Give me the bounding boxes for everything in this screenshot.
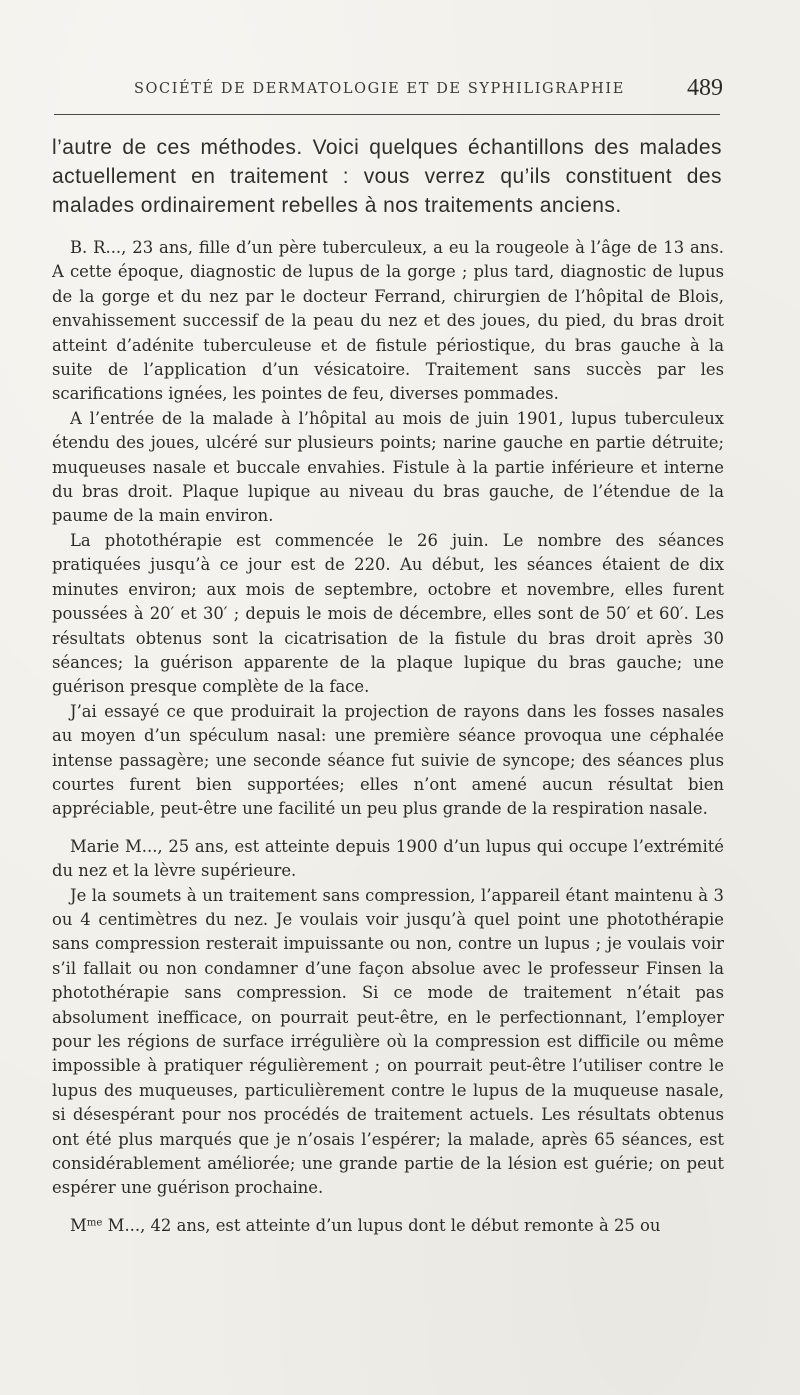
paragraph-case-marie: Marie M..., 25 ans, est atteinte depuis 1900 d’un lupus qui occupe l’extrémité du nez et la lèvre supérieure.	[52, 836, 724, 881]
paragraph-nasal-projection: J’ai essayé ce que produirait la projection de rayons dans les fosses nasales au moyen d’un spéculum nasal: une première séance provoqua une céphalée intense passagère; une seconde séance fut suivie de syncope; des séances plus courtes furent bien supportées; elles n’ont amené aucun résultat bien appréciable, peut-être une facilité un peu plus grande de la respiration nasale.	[52, 701, 724, 819]
intro-paragraph: l’autre de ces méthodes. Voici quelques échantillons des malades actuellement en traitement : vous verrez qu’ils constituent des malades ordinairement rebelles à nos traitements anciens.	[52, 136, 722, 217]
title-superscript: me	[86, 1217, 103, 1229]
paragraph-admission: A l’entrée de la malade à l’hôpital au mois de juin 1901, lupus tuberculeux étendu des joues, ulcéré sur plusieurs points; narine gauche en partie détruite; muqueuses nasale et buccale envahies. Fistule à la partie inférieure et interne du bras droit. Plaque lupique au niveau du bras gauche, de l’étendue de la paume de la main environ.	[52, 408, 724, 526]
page-number: 489	[687, 75, 723, 101]
page-header	[52, 75, 723, 105]
running-title: SOCIÉTÉ DE DERMATOLOGIE ET DE SYPHILIGRAPHIE	[134, 81, 625, 97]
title-prefix: M	[70, 1215, 87, 1235]
paragraph-treatment-without-compression: Je la soumets à un traitement sans compression, l’appareil étant maintenu à 3 ou 4 centimètres du nez. Je voulais voir jusqu’à quel point une photothérapie sans compression resterait impuissante ou non, contre un lupus ; je voulais voir s’il fallait ou non condamner d’une façon absolue avec le professeur Finsen la photothérapie sans compression. Si ce mode de traitement n’était pas absolument inefficace, on pourrait peut-être, en le perfectionnant, l’employer pour les régions de surface irrégulière où la compression est difficile ou même impossible à pratiquer régulièrement ; on pourrait peut-être l’utiliser contre le lupus des muqueuses, particulièrement contre le lupus de la muqueuse nasale, si désespérant pour nos procédés de traitement actuels. Les résultats obtenus ont été plus marqués que je n’osais l’espérer; la malade, après 65 séances, est considérablement améliorée; une grande partie de la lésion est guérie; on peut espérer une guérison prochaine.	[52, 885, 724, 1198]
paragraph-phototherapy: La photothérapie est commencée le 26 juin. Le nombre des séances pratiquées jusqu’à ce jour est de 220. Au début, les séances étaient de dix minutes environ; aux mois de septembre, octobre et novembre, elles furent poussées à 20′ et 30′ ; depuis le mois de décembre, elles sont de 50′ et 60′. Les résultats obtenus sont la cicatrisation de la fistule du bras droit après 30 séances; la guérison apparente de la plaque lupique du bras gauche; une guérison presque complète de la face.	[52, 530, 724, 697]
header-rule	[54, 114, 720, 115]
paragraph-case-br: B. R..., 23 ans, fille d’un père tuberculeux, a eu la rougeole à l’âge de 13 ans. A cette époque, diagnostic de lupus de la gorge ; plus tard, diagnostic de lupus de la gorge et du nez par le docteur Ferrand, chirurgien de l’hôpital de Blois, envahissement successif de la peau du nez et des joues, du pied, du bras droit atteint d’adénite tuberculeuse et de fistule périostique, du bras gauche à la suite de l’application d’un vésicatoire. Traitement sans succès par les scarifications ignées, les pointes de feu, diverses pommades.	[52, 238, 724, 404]
last-paragraph-text: M..., 42 ans, est atteinte d’un lupus dont le début remonte à 25 ou	[102, 1215, 661, 1235]
paragraph-case-mme-m	[52, 1214, 724, 1238]
body-text	[52, 236, 724, 1238]
